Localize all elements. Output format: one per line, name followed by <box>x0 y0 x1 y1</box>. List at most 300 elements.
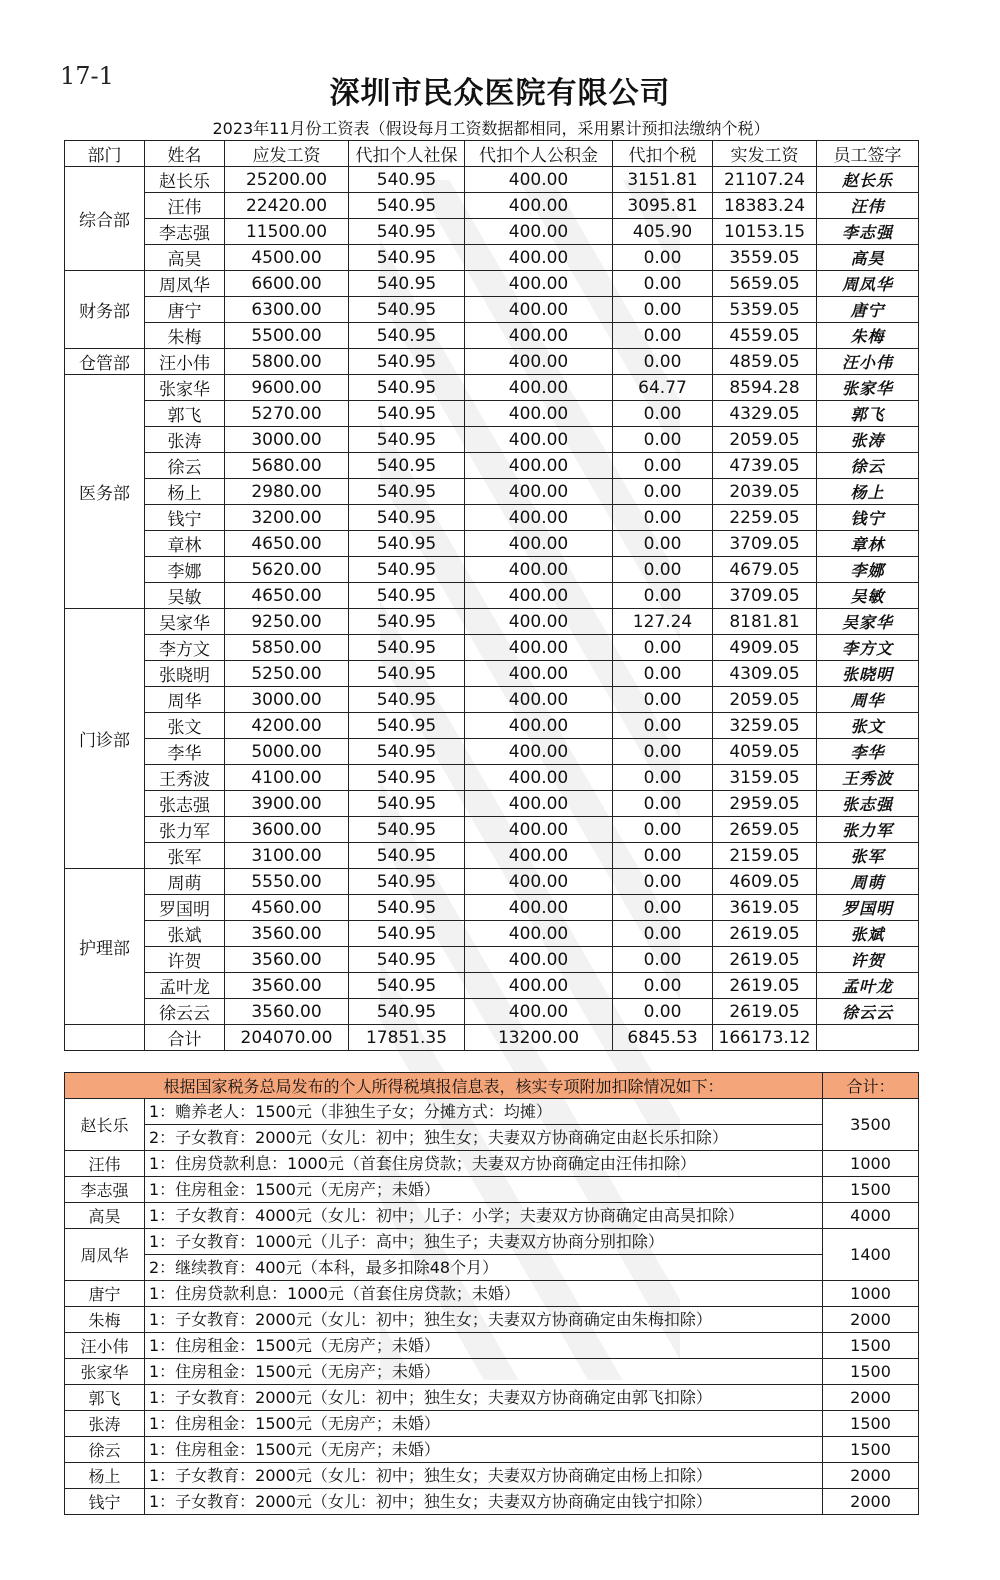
deduction-item: 1：子女教育：2000元（女儿：初中；独生女；夫妻双方协商确定由朱梅扣除） <box>149 1309 712 1329</box>
housing-fund: 400.00 <box>465 765 613 791</box>
gross-salary: 25200.00 <box>225 167 349 193</box>
deduction-row <box>65 1306 919 1332</box>
gross-salary: 6300.00 <box>225 297 349 323</box>
deduction-body <box>65 1073 919 1515</box>
deduction-employee-name: 唐宁 <box>65 1280 145 1306</box>
total-net: 166173.12 <box>713 1025 817 1051</box>
deduction-total: 1000 <box>823 1280 919 1306</box>
gross-salary: 3000.00 <box>225 427 349 453</box>
employee-name: 汪伟 <box>145 193 225 219</box>
table-row <box>65 323 919 349</box>
gross-salary: 3560.00 <box>225 973 349 999</box>
deduction-header-row <box>65 1073 919 1099</box>
deduction-row <box>65 1332 919 1358</box>
housing-fund: 400.00 <box>465 505 613 531</box>
housing-fund: 400.00 <box>465 479 613 505</box>
deduction-total: 1500 <box>823 1176 919 1202</box>
deduction-items <box>145 1280 823 1306</box>
deduction-item: 1：子女教育：2000元（女儿：初中；独生女；夫妻双方协商确定由杨上扣除） <box>149 1465 712 1485</box>
social-insurance: 540.95 <box>349 479 465 505</box>
employee-signature: 周华 <box>817 687 919 713</box>
deduction-items <box>145 1202 823 1228</box>
gross-salary: 2980.00 <box>225 479 349 505</box>
social-insurance: 540.95 <box>349 427 465 453</box>
total-social: 17851.35 <box>349 1025 465 1051</box>
employee-signature: 罗国明 <box>817 895 919 921</box>
employee-signature: 唐宁 <box>817 297 919 323</box>
total-label: 合计 <box>145 1025 225 1051</box>
gross-salary: 4100.00 <box>225 765 349 791</box>
table-row <box>65 739 919 765</box>
social-insurance: 540.95 <box>349 635 465 661</box>
deduction-items <box>145 1228 823 1280</box>
deduction-total-header: 合计： <box>823 1073 919 1099</box>
employee-signature: 张文 <box>817 713 919 739</box>
employee-name: 王秀波 <box>145 765 225 791</box>
net-salary: 3159.05 <box>713 765 817 791</box>
table-row <box>65 609 919 635</box>
gross-salary: 5680.00 <box>225 453 349 479</box>
social-insurance: 540.95 <box>349 349 465 375</box>
employee-signature: 杨上 <box>817 479 919 505</box>
column-header: 部门 <box>65 141 145 167</box>
housing-fund: 400.00 <box>465 219 613 245</box>
net-salary: 4909.05 <box>713 635 817 661</box>
income-tax: 0.00 <box>613 557 713 583</box>
column-header: 员工签字 <box>817 141 919 167</box>
social-insurance: 540.95 <box>349 323 465 349</box>
deduction-total: 1500 <box>823 1332 919 1358</box>
deduction-row <box>65 1280 919 1306</box>
housing-fund: 400.00 <box>465 401 613 427</box>
table-row <box>65 765 919 791</box>
table-row <box>65 817 919 843</box>
total-signature-empty <box>817 1025 919 1051</box>
employee-name: 李方文 <box>145 635 225 661</box>
employee-signature: 郭飞 <box>817 401 919 427</box>
deduction-total: 2000 <box>823 1306 919 1332</box>
table-row <box>65 947 919 973</box>
employee-name: 张力军 <box>145 817 225 843</box>
housing-fund: 400.00 <box>465 375 613 401</box>
total-row <box>65 1025 919 1051</box>
social-insurance: 540.95 <box>349 271 465 297</box>
table-row <box>65 193 919 219</box>
deduction-items <box>145 1306 823 1332</box>
social-insurance: 540.95 <box>349 817 465 843</box>
table-row <box>65 635 919 661</box>
deduction-employee-name: 杨上 <box>65 1462 145 1488</box>
gross-salary: 4500.00 <box>225 245 349 271</box>
deduction-table <box>64 1072 919 1515</box>
income-tax: 0.00 <box>613 427 713 453</box>
deduction-item: 1：子女教育：2000元（女儿：初中；独生女；夫妻双方协商确定由郭飞扣除） <box>149 1387 712 1407</box>
table-row <box>65 921 919 947</box>
employee-signature: 张涛 <box>817 427 919 453</box>
housing-fund: 400.00 <box>465 427 613 453</box>
deduction-employee-name: 钱宁 <box>65 1488 145 1514</box>
deduction-row <box>65 1150 919 1176</box>
housing-fund: 400.00 <box>465 791 613 817</box>
gross-salary: 5550.00 <box>225 869 349 895</box>
housing-fund: 400.00 <box>465 635 613 661</box>
deduction-items <box>145 1150 823 1176</box>
gross-salary: 4200.00 <box>225 713 349 739</box>
deduction-employee-name: 汪小伟 <box>65 1332 145 1358</box>
employee-name: 罗国明 <box>145 895 225 921</box>
employee-name: 张斌 <box>145 921 225 947</box>
employee-name: 张军 <box>145 843 225 869</box>
deduction-employee-name: 徐云 <box>65 1436 145 1462</box>
gross-salary: 5250.00 <box>225 661 349 687</box>
deduction-row <box>65 1202 919 1228</box>
deduction-item: 1：住房租金：1500元（无房产；未婚） <box>149 1361 440 1381</box>
deduction-items <box>145 1488 823 1514</box>
employee-signature: 周凤华 <box>817 271 919 297</box>
social-insurance: 540.95 <box>349 375 465 401</box>
employee-name: 郭飞 <box>145 401 225 427</box>
housing-fund: 400.00 <box>465 453 613 479</box>
column-header: 代扣个人公积金 <box>465 141 613 167</box>
net-salary: 2159.05 <box>713 843 817 869</box>
employee-name: 周凤华 <box>145 271 225 297</box>
income-tax: 0.00 <box>613 817 713 843</box>
deduction-item: 1：住房租金：1500元（无房产；未婚） <box>149 1439 440 1459</box>
employee-name: 赵长乐 <box>145 167 225 193</box>
housing-fund: 400.00 <box>465 687 613 713</box>
deduction-employee-name: 高昊 <box>65 1202 145 1228</box>
net-salary: 4329.05 <box>713 401 817 427</box>
column-header: 代扣个税 <box>613 141 713 167</box>
employee-signature: 周萌 <box>817 869 919 895</box>
housing-fund: 400.00 <box>465 921 613 947</box>
housing-fund: 400.00 <box>465 245 613 271</box>
deduction-row <box>65 1176 919 1202</box>
net-salary: 2619.05 <box>713 973 817 999</box>
employee-signature: 李方文 <box>817 635 919 661</box>
net-salary: 3259.05 <box>713 713 817 739</box>
income-tax: 127.24 <box>613 609 713 635</box>
social-insurance: 540.95 <box>349 791 465 817</box>
deduction-items <box>145 1436 823 1462</box>
income-tax: 0.00 <box>613 739 713 765</box>
deduction-employee-name: 郭飞 <box>65 1384 145 1410</box>
income-tax: 0.00 <box>613 869 713 895</box>
deduction-item: 1：子女教育：2000元（女儿：初中；独生女；夫妻双方协商确定由钱宁扣除） <box>149 1491 712 1511</box>
employee-name: 章林 <box>145 531 225 557</box>
deduction-total: 3500 <box>823 1098 919 1150</box>
social-insurance: 540.95 <box>349 947 465 973</box>
employee-name: 许贺 <box>145 947 225 973</box>
deduction-row <box>65 1462 919 1488</box>
deduction-item: 1：住房租金：1500元（无房产；未婚） <box>149 1179 440 1199</box>
deduction-row <box>65 1358 919 1384</box>
column-header: 姓名 <box>145 141 225 167</box>
net-salary: 5659.05 <box>713 271 817 297</box>
income-tax: 0.00 <box>613 999 713 1025</box>
social-insurance: 540.95 <box>349 687 465 713</box>
deduction-employee-name: 张涛 <box>65 1410 145 1436</box>
employee-signature: 汪小伟 <box>817 349 919 375</box>
income-tax: 0.00 <box>613 947 713 973</box>
table-row <box>65 869 919 895</box>
deduction-item: 1：子女教育：4000元（女儿：初中；儿子：小学；夫妻双方协商确定由高昊扣除） <box>149 1205 744 1225</box>
housing-fund: 400.00 <box>465 713 613 739</box>
housing-fund: 400.00 <box>465 167 613 193</box>
deduction-total: 1400 <box>823 1228 919 1280</box>
income-tax: 0.00 <box>613 583 713 609</box>
social-insurance: 540.95 <box>349 193 465 219</box>
gross-salary: 5850.00 <box>225 635 349 661</box>
column-header: 实发工资 <box>713 141 817 167</box>
deduction-total: 1500 <box>823 1410 919 1436</box>
gross-salary: 4650.00 <box>225 531 349 557</box>
employee-name: 张晓明 <box>145 661 225 687</box>
table-row <box>65 479 919 505</box>
table-row <box>65 895 919 921</box>
gross-salary: 4650.00 <box>225 583 349 609</box>
social-insurance: 540.95 <box>349 245 465 271</box>
net-salary: 4859.05 <box>713 349 817 375</box>
income-tax: 0.00 <box>613 843 713 869</box>
net-salary: 2619.05 <box>713 921 817 947</box>
housing-fund: 400.00 <box>465 973 613 999</box>
employee-signature: 李志强 <box>817 219 919 245</box>
department-cell: 仓管部 <box>65 349 145 375</box>
deduction-row <box>65 1488 919 1514</box>
income-tax: 0.00 <box>613 921 713 947</box>
employee-name: 朱梅 <box>145 323 225 349</box>
employee-signature: 张家华 <box>817 375 919 401</box>
deduction-total: 4000 <box>823 1202 919 1228</box>
deduction-item: 2：继续教育：400元（本科，最多扣除48个月） <box>145 1254 822 1280</box>
net-salary: 18383.24 <box>713 193 817 219</box>
income-tax: 0.00 <box>613 453 713 479</box>
income-tax: 0.00 <box>613 401 713 427</box>
net-salary: 3619.05 <box>713 895 817 921</box>
net-salary: 2039.05 <box>713 479 817 505</box>
social-insurance: 540.95 <box>349 557 465 583</box>
income-tax: 0.00 <box>613 661 713 687</box>
salary-table <box>64 140 919 1051</box>
total-gross: 204070.00 <box>225 1025 349 1051</box>
net-salary: 8181.81 <box>713 609 817 635</box>
gross-salary: 5500.00 <box>225 323 349 349</box>
employee-signature: 李华 <box>817 739 919 765</box>
column-header: 应发工资 <box>225 141 349 167</box>
income-tax: 0.00 <box>613 765 713 791</box>
housing-fund: 400.00 <box>465 739 613 765</box>
employee-name: 张涛 <box>145 427 225 453</box>
employee-signature: 孟叶龙 <box>817 973 919 999</box>
table-row <box>65 713 919 739</box>
deduction-employee-name: 张家华 <box>65 1358 145 1384</box>
employee-signature: 汪伟 <box>817 193 919 219</box>
employee-name: 李娜 <box>145 557 225 583</box>
income-tax: 0.00 <box>613 323 713 349</box>
income-tax: 3095.81 <box>613 193 713 219</box>
housing-fund: 400.00 <box>465 557 613 583</box>
deduction-total: 2000 <box>823 1384 919 1410</box>
housing-fund: 400.00 <box>465 271 613 297</box>
employee-signature: 张志强 <box>817 791 919 817</box>
income-tax: 64.77 <box>613 375 713 401</box>
deduction-total: 1000 <box>823 1150 919 1176</box>
income-tax: 0.00 <box>613 349 713 375</box>
department-cell: 门诊部 <box>65 609 145 869</box>
social-insurance: 540.95 <box>349 609 465 635</box>
gross-salary: 3560.00 <box>225 947 349 973</box>
income-tax: 0.00 <box>613 531 713 557</box>
employee-name: 徐云 <box>145 453 225 479</box>
table-row <box>65 349 919 375</box>
housing-fund: 400.00 <box>465 583 613 609</box>
deduction-items <box>145 1410 823 1436</box>
net-salary: 3709.05 <box>713 531 817 557</box>
deduction-row <box>65 1228 919 1280</box>
social-insurance: 540.95 <box>349 167 465 193</box>
gross-salary: 3900.00 <box>225 791 349 817</box>
housing-fund: 400.00 <box>465 531 613 557</box>
employee-name: 李志强 <box>145 219 225 245</box>
social-insurance: 540.95 <box>349 505 465 531</box>
gross-salary: 4560.00 <box>225 895 349 921</box>
employee-signature: 钱宁 <box>817 505 919 531</box>
income-tax: 0.00 <box>613 895 713 921</box>
social-insurance: 540.95 <box>349 713 465 739</box>
deduction-employee-name: 赵长乐 <box>65 1098 145 1150</box>
salary-header-row <box>65 141 919 167</box>
employee-name: 高昊 <box>145 245 225 271</box>
salary-body <box>65 167 919 1051</box>
social-insurance: 540.95 <box>349 973 465 999</box>
housing-fund: 400.00 <box>465 999 613 1025</box>
column-header: 代扣个人社保 <box>349 141 465 167</box>
gross-salary: 22420.00 <box>225 193 349 219</box>
employee-name: 周萌 <box>145 869 225 895</box>
deduction-item: 1：住房贷款利息：1000元（首套住房贷款；夫妻双方协商确定由汪伟扣除） <box>149 1153 696 1173</box>
social-insurance: 540.95 <box>349 219 465 245</box>
table-row <box>65 531 919 557</box>
department-cell: 护理部 <box>65 869 145 1025</box>
deduction-employee-name: 李志强 <box>65 1176 145 1202</box>
net-salary: 3709.05 <box>713 583 817 609</box>
employee-signature: 张斌 <box>817 921 919 947</box>
deduction-item: 2：子女教育：2000元（女儿：初中；独生女；夫妻双方协商确定由赵长乐扣除） <box>145 1124 822 1150</box>
deduction-total: 1500 <box>823 1358 919 1384</box>
net-salary: 5359.05 <box>713 297 817 323</box>
deduction-item: 1：赡养老人：1500元（非独生子女；分摊方式：均摊） <box>149 1101 552 1121</box>
deduction-item: 1：住房租金：1500元（无房产；未婚） <box>149 1413 440 1433</box>
social-insurance: 540.95 <box>349 401 465 427</box>
net-salary: 2259.05 <box>713 505 817 531</box>
table-row <box>65 245 919 271</box>
income-tax: 0.00 <box>613 297 713 323</box>
employee-name: 钱宁 <box>145 505 225 531</box>
table-row <box>65 557 919 583</box>
deduction-row <box>65 1098 919 1150</box>
employee-signature: 张军 <box>817 843 919 869</box>
social-insurance: 540.95 <box>349 869 465 895</box>
income-tax: 3151.81 <box>613 167 713 193</box>
employee-name: 徐云云 <box>145 999 225 1025</box>
social-insurance: 540.95 <box>349 895 465 921</box>
net-salary: 4679.05 <box>713 557 817 583</box>
social-insurance: 540.95 <box>349 765 465 791</box>
gross-salary: 3560.00 <box>225 999 349 1025</box>
social-insurance: 540.95 <box>349 739 465 765</box>
deduction-total: 1500 <box>823 1436 919 1462</box>
gross-salary: 5620.00 <box>225 557 349 583</box>
gross-salary: 11500.00 <box>225 219 349 245</box>
deduction-total: 2000 <box>823 1488 919 1514</box>
table-row <box>65 999 919 1025</box>
employee-name: 张志强 <box>145 791 225 817</box>
employee-name: 张文 <box>145 713 225 739</box>
deduction-item: 1：住房贷款利息：1000元（首套住房贷款；未婚） <box>149 1283 520 1303</box>
table-row <box>65 297 919 323</box>
deduction-employee-name: 朱梅 <box>65 1306 145 1332</box>
table-row <box>65 271 919 297</box>
social-insurance: 540.95 <box>349 583 465 609</box>
table-row <box>65 167 919 193</box>
deduction-item: 1：住房租金：1500元（无房产；未婚） <box>149 1335 440 1355</box>
housing-fund: 400.00 <box>465 193 613 219</box>
housing-fund: 400.00 <box>465 817 613 843</box>
employee-signature: 张力军 <box>817 817 919 843</box>
net-salary: 4609.05 <box>713 869 817 895</box>
gross-salary: 5800.00 <box>225 349 349 375</box>
social-insurance: 540.95 <box>349 661 465 687</box>
employee-signature: 李娜 <box>817 557 919 583</box>
gross-salary: 6600.00 <box>225 271 349 297</box>
employee-name: 周华 <box>145 687 225 713</box>
table-row <box>65 219 919 245</box>
net-salary: 2619.05 <box>713 947 817 973</box>
deduction-employee-name: 汪伟 <box>65 1150 145 1176</box>
employee-signature: 许贺 <box>817 947 919 973</box>
employee-signature: 徐云云 <box>817 999 919 1025</box>
employee-name: 吴敏 <box>145 583 225 609</box>
gross-salary: 3560.00 <box>225 921 349 947</box>
deduction-items <box>145 1176 823 1202</box>
housing-fund: 400.00 <box>465 609 613 635</box>
net-salary: 2619.05 <box>713 999 817 1025</box>
employee-signature: 吴敏 <box>817 583 919 609</box>
net-salary: 4559.05 <box>713 323 817 349</box>
net-salary: 2959.05 <box>713 791 817 817</box>
housing-fund: 400.00 <box>465 297 613 323</box>
net-salary: 21107.24 <box>713 167 817 193</box>
employee-signature: 朱梅 <box>817 323 919 349</box>
employee-signature: 王秀波 <box>817 765 919 791</box>
income-tax: 0.00 <box>613 687 713 713</box>
social-insurance: 540.95 <box>349 921 465 947</box>
deduction-items <box>145 1098 823 1150</box>
table-row <box>65 427 919 453</box>
department-cell: 医务部 <box>65 375 145 609</box>
gross-salary: 3000.00 <box>225 687 349 713</box>
net-salary: 10153.15 <box>713 219 817 245</box>
social-insurance: 540.95 <box>349 453 465 479</box>
employee-name: 吴家华 <box>145 609 225 635</box>
employee-name: 汪小伟 <box>145 349 225 375</box>
department-cell: 财务部 <box>65 271 145 349</box>
social-insurance: 540.95 <box>349 843 465 869</box>
housing-fund: 400.00 <box>465 843 613 869</box>
department-cell: 综合部 <box>65 167 145 271</box>
table-row <box>65 583 919 609</box>
